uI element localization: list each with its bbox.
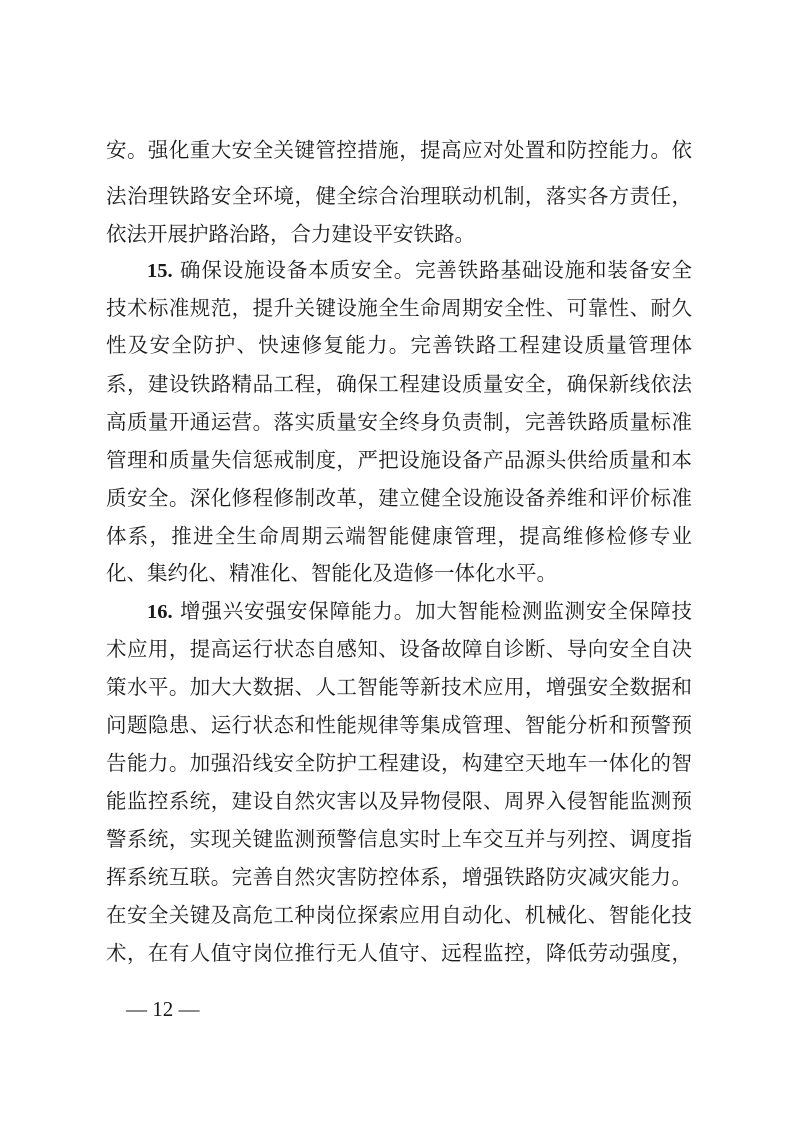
text-line: 问题隐患、运行状态和性能规律等集成管理、智能分析和预警预 [106, 713, 692, 737]
section-number: 16. [147, 601, 173, 623]
text-line: 安。强化重大安全关键管控措施，提高应对处置和防控能力。依 [106, 138, 692, 162]
text-line: 化、集约化、精准化、智能化及造修一体化水平。 [106, 561, 557, 585]
text-line: 法治理铁路安全环境，健全综合治理联动机制，落实各方责任， [106, 184, 692, 208]
text-line: 体系，推进全生命周期云端智能健康管理，提高维修检修专业 [106, 524, 692, 548]
text-line: 高质量开通运营。落实质量安全终身负责制，完善铁路质量标准 [106, 410, 692, 434]
text-line: 技术标准规范，提升关键设施全生命周期安全性、可靠性、耐久 [106, 296, 692, 320]
text-segment: 确保设施设备本质安全。完善铁路基础设施和装备安全 [180, 258, 692, 282]
text-line: 挥系统互联。完善自然灾害防控体系，增强铁路防灾减灾能力。 [106, 865, 692, 889]
section-15-heading-line [147, 252, 692, 288]
text-line: 依法开展护路治路，合力建设平安铁路。 [106, 222, 475, 246]
text-line: 在安全关键及高危工种岗位探索应用自动化、机械化、智能化技 [106, 903, 692, 927]
text-line: 警系统，实现关键监测预警信息实时上车交互并与列控、调度指 [106, 827, 692, 851]
text-line: 术，在有人值守岗位推行无人值守、远程监控，降低劳动强度， [106, 941, 692, 965]
section-number: 15. [147, 260, 173, 282]
text-line: 能监控系统，建设自然灾害以及异物侵限、周界入侵智能监测预 [106, 789, 692, 813]
text-line: 系，建设铁路精品工程，确保工程建设质量安全，确保新线依法 [106, 372, 692, 396]
text-line: 告能力。加强沿线安全防护工程建设，构建空天地车一体化的智 [106, 751, 692, 775]
text-line: 质安全。深化修程修制改革，建立健全设施设备养维和评价标准 [106, 486, 692, 510]
text-line: 术应用，提高运行状态自感知、设备故障自诊断、导向安全自决 [106, 637, 692, 661]
text-line: 管理和质量失信惩戒制度，严把设施设备产品源头供给质量和本 [106, 448, 692, 472]
text-segment: 增强兴安强安保障能力。加大智能检测监测安全保障技 [180, 599, 692, 623]
text-line: 策水平。加大大数据、人工智能等新技术应用，增强安全数据和 [106, 675, 692, 699]
page-number: — 12 — [126, 997, 200, 1021]
section-16-heading-line [147, 593, 692, 629]
text-line: 性及安全防护、快速修复能力。完善铁路工程建设质量管理体 [106, 333, 692, 357]
